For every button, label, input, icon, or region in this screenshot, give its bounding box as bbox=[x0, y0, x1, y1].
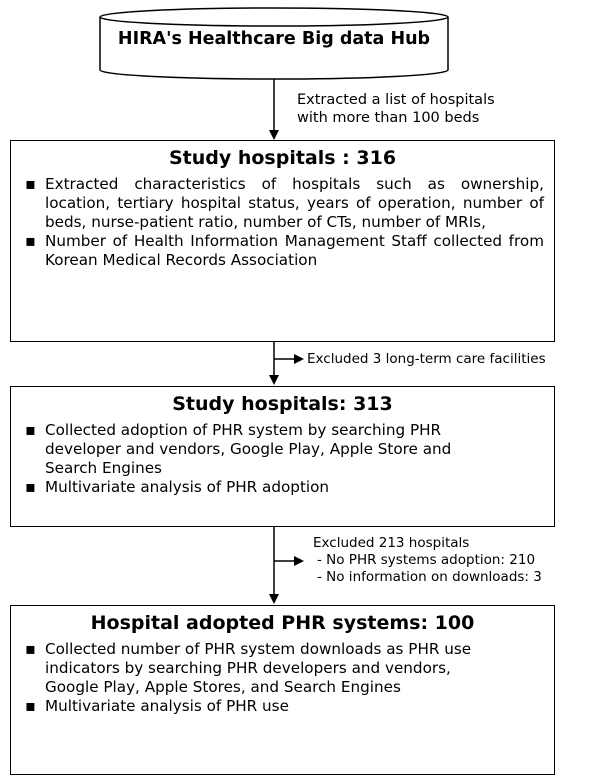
box-study-hospitals-316 bbox=[10, 140, 555, 342]
exclusion2-heading: Excluded 213 hospitals bbox=[313, 535, 470, 551]
box1-title: Study hospitals : 316 bbox=[168, 147, 397, 169]
hub-title: HIRA's Healthcare Big data Hub bbox=[117, 29, 431, 49]
exclusion2-item: - No information on downloads: 3 bbox=[317, 569, 542, 585]
box-hospital-adopted-phr-100 bbox=[10, 605, 555, 775]
box2-title: Study hospitals: 313 bbox=[172, 393, 393, 415]
box2-bullet: ▪ Multivariate analysis of PHR adoption bbox=[23, 478, 484, 497]
box1-bullet: ▪ Extracted characteristics of hospitals such as ownership, location, tertiary hospital status, years of operation, number of beds, nurse-patient ratio, number of CTs, number of MRIs, bbox=[23, 175, 544, 232]
exclusion2-item: - No PHR systems adoption: 210 bbox=[317, 552, 536, 568]
box2-bullet: ▪ Collected adoption of PHR system by searching PHR developer and vendors, Google Play, Apple Store and Search Engines bbox=[23, 421, 484, 478]
step1-note-line: Extracted a list of hospitals bbox=[297, 92, 495, 108]
box1-bullet: ▪ Number of Health Information Management Staff collected from Korean Medical Records Association bbox=[23, 232, 544, 270]
exclusion1-note: Excluded 3 long-term care facilities bbox=[307, 351, 546, 367]
step1-note bbox=[297, 91, 495, 127]
exclusion2-note bbox=[313, 535, 542, 586]
box3-bullet: ▪ Collected number of PHR system downloads as PHR use indicators by searching PHR developers and vendors, Google Play, Apple Stores, and Search Engines bbox=[23, 640, 484, 697]
box3-bullet: ▪ Multivariate analysis of PHR use bbox=[23, 697, 484, 716]
step1-note-line: with more than 100 beds bbox=[297, 110, 480, 126]
box-study-hospitals-313 bbox=[10, 386, 555, 527]
box3-title: Hospital adopted PHR systems: 100 bbox=[90, 612, 475, 634]
